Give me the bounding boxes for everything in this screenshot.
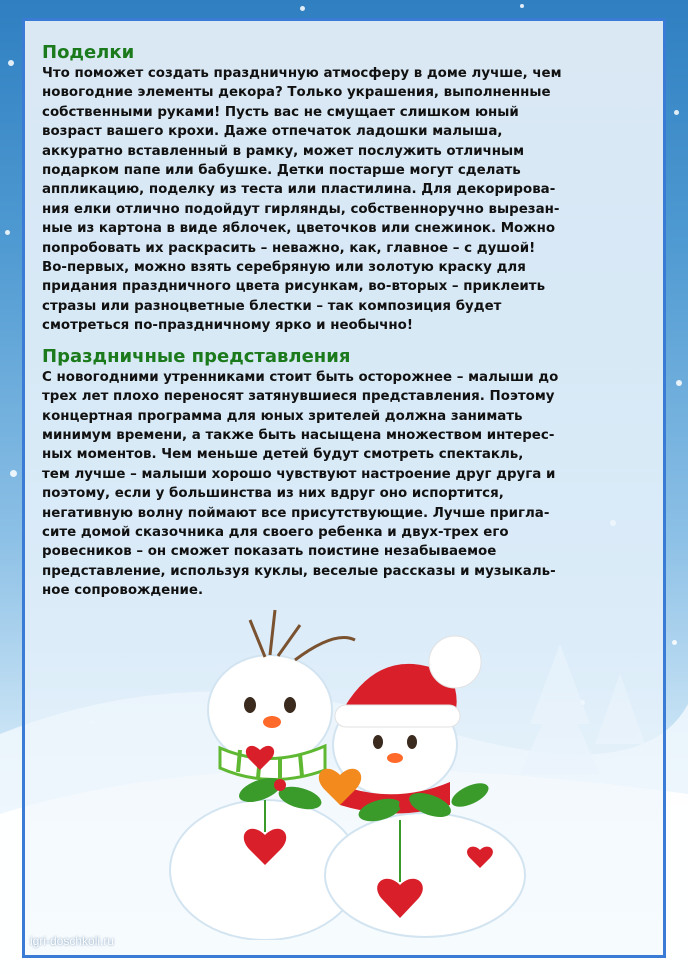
section-performances: [42, 346, 652, 601]
article-content: [42, 42, 652, 601]
snowmen-illustration: [150, 600, 530, 940]
section-title: Поделки: [42, 42, 135, 63]
section-title: Праздничные представления: [42, 345, 351, 367]
footer-site-url: igri-doschkoli.ru: [30, 934, 115, 948]
section-text: Что поможет создать праздничную атмосферу в доме лучше, чем новогодние элементы декора? Только украшения, выполненные собственными руками! Пусть вас не смущает слишком юный возраст вашего крохи. Даже отпечаток ладошки малыша, аккуратно вставленный в рамку, может послужить отличным подарком папе или бабушке. Детки постарше могут сделать аппликацию, поделку из теста или пластилина. Для декорирова- ния елки отлично подойдут гирлянды, собственноручно вырезан- ные из картона в виде яблочек, цветочков или снежинок. Можно попробовать их раскрасить – неважно, как, главное – с душой! Во-первых, можно взять серебряную или золотую краску для придания праздничного цвета рисункам, во-вторых – приклеить стразы или разноцветные блестки – так композиция будет смотреться по-праздничному ярко и необычно!: [42, 66, 562, 334]
section-crafts: [42, 42, 652, 336]
section-text: С новогодними утренниками стоит быть осторожнее – малыши до трех лет плохо переносят затянувшиеся представления. Поэтому концертная программа для юных зрителей должна занимать минимум времени, а также быть насыщена множеством интерес- ных моментов. Чем меньше детей будут смотреть спектакль, тем лучше – малыши хорошо чувствуют настроение друг друга и поэтому, если у большинства из них вдруг оно испортится, негативную волну поймают все присутствующие. Лучше пригла- сите домой сказочника для своего ребенка и двух-трех его ровесников – он сможет показать поистине незабываемое представление, используя куклы, веселые рассказы и музыкаль- ное сопровождение.: [42, 369, 559, 599]
